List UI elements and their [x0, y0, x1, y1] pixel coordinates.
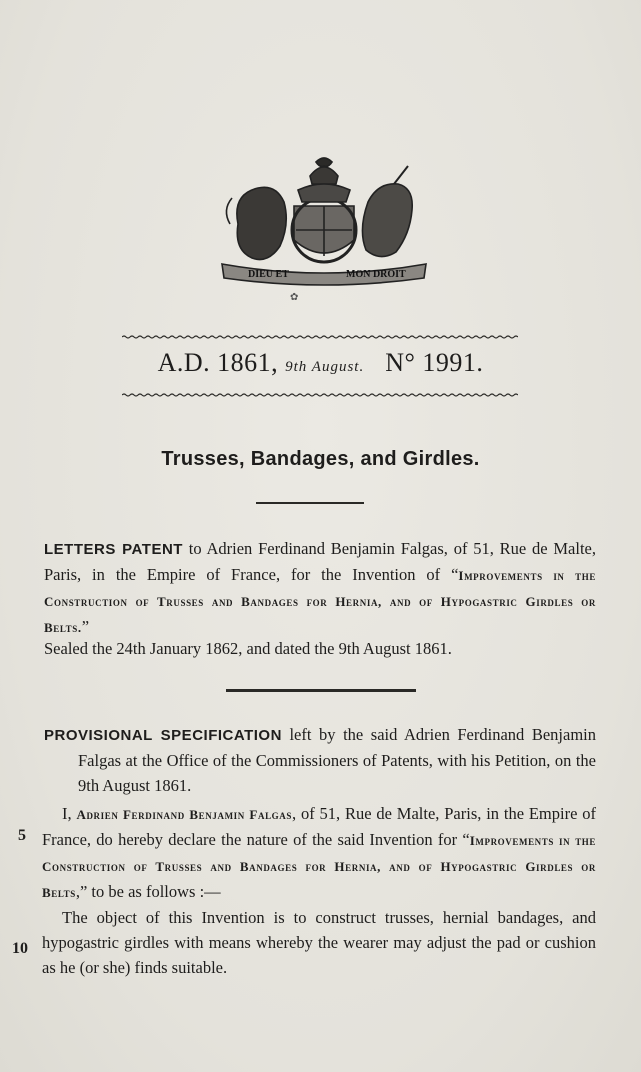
sealed-date-line: Sealed the 24th January 1862, and dated the 9th August 1861.: [44, 639, 452, 658]
letters-patent-close: ”: [81, 617, 90, 636]
provisional-text: left by the said Adrien Ferdinand Benjamin Falgas at the Office of the Commissioners of Patents, with his Petition, on the 9th August 1861.: [78, 725, 596, 795]
crest-motto-left: DIEU ET: [248, 269, 289, 280]
provisional-heading: PROVISIONAL SPECIFICATION: [44, 727, 282, 744]
body-paragraph-2: The object of this Invention is to construct trusses, hernial bandages, and hypogastric girdles with means whereby the wearer may adjust the pad or cushion as he (or she) finds suitable.: [42, 908, 596, 977]
letters-patent-text: to Adrien Ferdinand Benjamin Falgas, of 51, Rue de Malte, Paris, in the Empire of France, for the Invention of “: [44, 539, 597, 584]
document-title: Trusses, Bandages, and Girdles.: [161, 448, 480, 470]
letters-patent-heading: LETTERS PATENT: [44, 541, 183, 558]
ornament-dot: ✿: [290, 292, 299, 303]
body-text-mid: , of 51, Rue de Malte, Paris, in the Empire of France, do hereby declare the nature of the said Invention for “: [42, 804, 596, 849]
wavy-rule-top: [122, 335, 518, 339]
invention-title-body: Improvements in the Construction of Trusses and Bandages for Hernia, and of Hypogastric Girdles or Belts: [42, 833, 597, 900]
ad-prefix: A.D.: [157, 348, 211, 377]
patent-year: 1861,: [217, 348, 279, 377]
title-rule: [256, 502, 364, 504]
letters-patent-paragraph: [44, 536, 596, 640]
wavy-rule-bottom: [122, 393, 518, 397]
royal-coat-of-arms-icon: [218, 154, 430, 288]
invention-title: Improvements in the Construction of Trusses and Bandages for Hernia, and of Hypogastric Girdles or Belts.: [44, 568, 596, 635]
line-number-10: 10: [12, 940, 28, 957]
body-text-end: ,” to be as follows :—: [75, 882, 221, 901]
specification-body: [42, 801, 596, 980]
crest-motto-right: MON DROIT: [346, 269, 406, 280]
inventor-name: Adrien Ferdinand Benjamin Falgas: [76, 807, 292, 822]
patent-number: N° 1991.: [385, 348, 484, 377]
body-paragraph-1: [42, 801, 596, 905]
section-rule: [226, 689, 416, 692]
provisional-specification-paragraph: [44, 722, 596, 798]
patent-date-number-line: [0, 348, 641, 378]
line-number-5: 5: [18, 827, 26, 844]
patent-date: 9th August.: [285, 359, 365, 375]
body-text-start: I,: [62, 804, 77, 823]
